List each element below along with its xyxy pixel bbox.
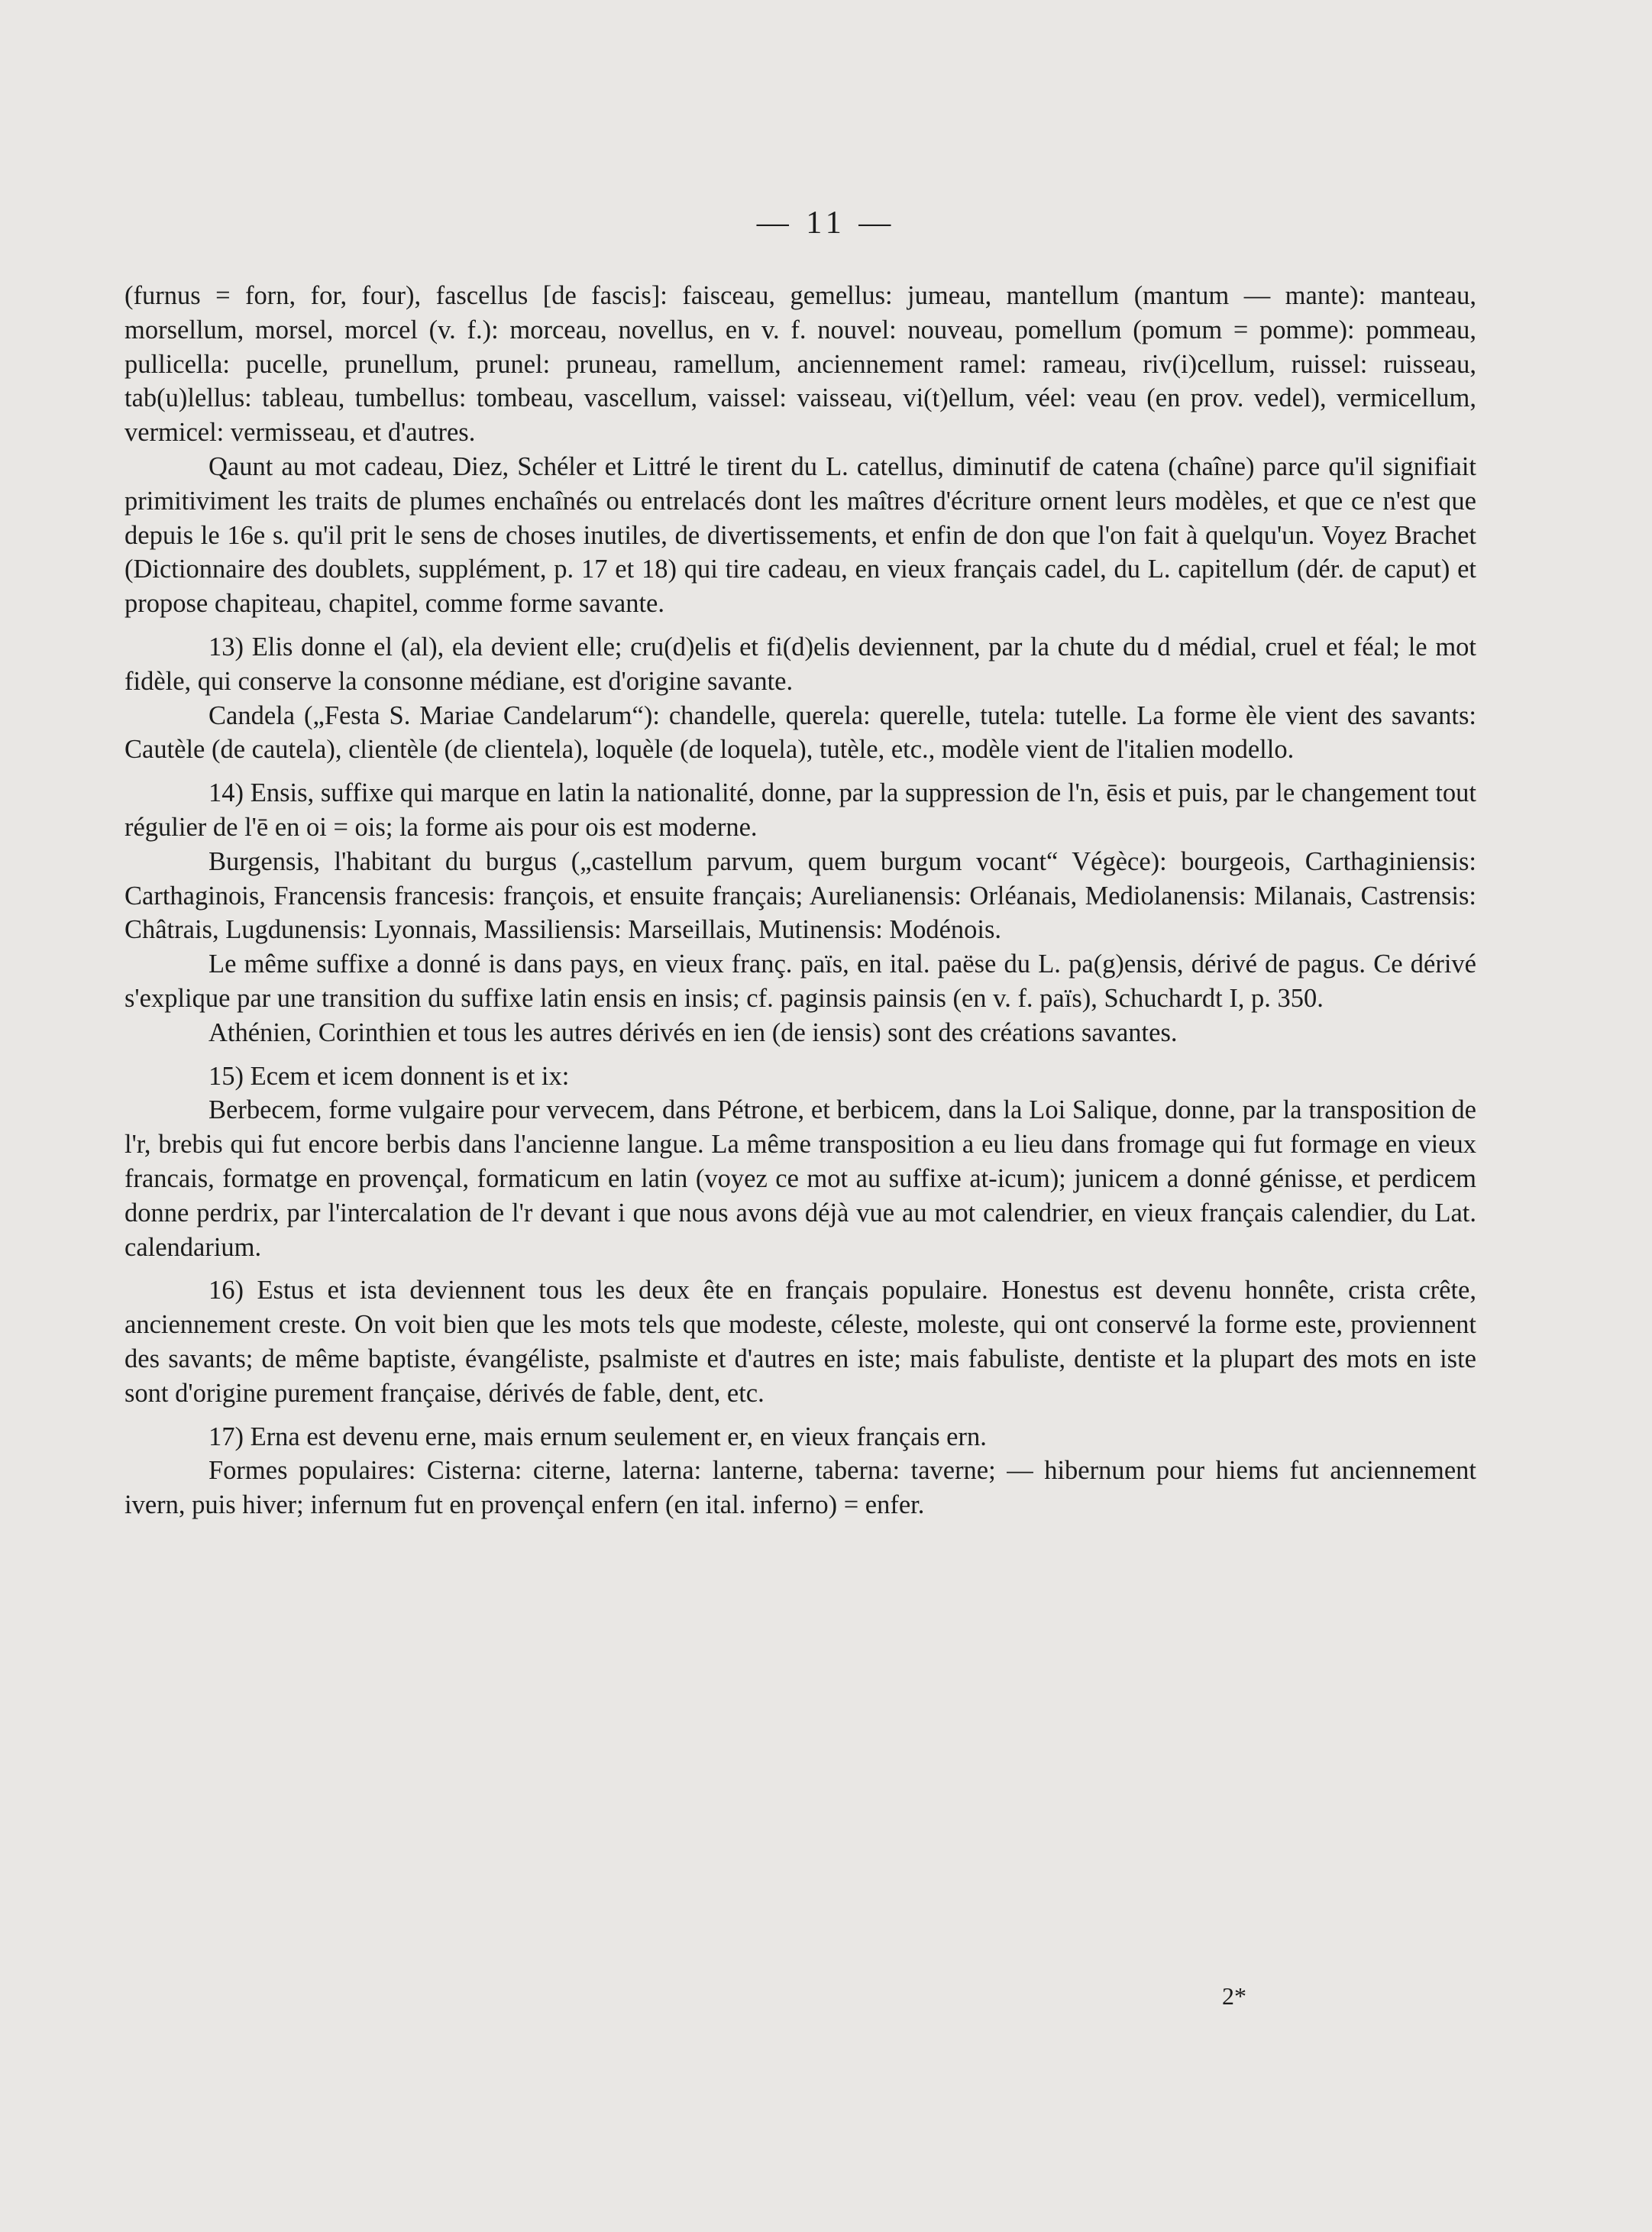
paragraph-continuation: (furnus = forn, for, four), fascellus [de fascis]: faisceau, gemellus: jumeau, mantellum (mantum — mante): manteau, morsellum, morsel, morcel (v. f.): morceau, novellus, en v. f. nouvel: nouveau, pomellum (pomum = pomme): pommeau, pullicella: pucelle, prunellum, prunel: pruneau, ramellum, anciennement ramel: rameau, riv(i)cellum, ruissel: ruisseau, tab(u)lellus: tableau, tumbellus: tombeau, vascellum, vaissel: vaisseau, vi(t)ellum, véel: veau (en prov. vedel), vermicellum, vermicel: vermisseau, et d'autres. <box>124 281 1476 448</box>
paragraph-section-16: 16) Estus et ista deviennent tous les deux ête en français populaire. Honestus est devenu honnête, crista crête, anciennement creste. On voit bien que les mots tels que modeste, céleste, moleste, qui ont conservé la forme este, proviennent des savants; de même baptiste, évangéliste, psalmiste et d'autres en iste; mais fabuliste, dentiste et la plupart des mots en iste sont d'origine purement française, dérivés de fable, dent, etc. <box>124 1276 1476 1408</box>
signature-mark: 2* <box>1222 1982 1246 2010</box>
paragraph-section-15: 15) Ecem et icem donnent is et ix: <box>209 1061 570 1091</box>
paragraph-section-14: 14) Ensis, suffixe qui marque en latin la nationalité, donne, par la suppression de l'n, ēsis et puis, par le changement tout régulier de l'ē en oi = ois; la forme ais pour ois est moderne. <box>124 778 1476 842</box>
paragraph-cadeau: Qaunt au mot cadeau, Diez, Schéler et Littré le tirent du L. catellus, diminutif de catena (chaîne) parce qu'il signifiait primitiviment les traits de plumes enchaînés ou entrelacés dont les maîtres d'écriture ornent leurs modèles, et que ce n'est que depuis le 16e s. qu'il prit le sens de choses inutiles, de divertissements, et enfin de don que l'on fait à quelqu'un. Voyez Brachet (Dictionnaire des doublets, supplément, p. 17 et 18) qui tire cadeau, en vieux français cadel, du L. capitellum (dér. de caput) et propose chapiteau, chapitel, comme forme savante. <box>124 451 1476 619</box>
body-text <box>124 279 1476 1522</box>
page-number: — 11 — <box>756 205 896 241</box>
paragraph-section-17: 17) Erna est devenu erne, mais ernum seulement er, en vieux français ern. <box>209 1422 987 1451</box>
paragraph-section-13: 13) Elis donne el (al), ela devient elle; cru(d)elis et fi(d)elis deviennent, par la chute du d médial, cruel et féal; le mot fidèle, qui conserve la consonne médiane, est d'origine savante. <box>124 632 1476 696</box>
paragraph-formes-populaires: Formes populaires: Cisterna: citerne, laterna: lanterne, taberna: taverne; — hibernum pour hiems fut anciennement ivern, puis hiver; infernum fut en provençal enfern (en ital. inferno) = enfer. <box>124 1456 1476 1520</box>
paragraph-candela: Candela („Festa S. Mariae Candelarum“): chandelle, querela: querelle, tutela: tutelle. La forme èle vient des savants: Cautèle (de cautela), clientèle (de clientela), loquèle (de loquela), tutèle, etc., modèle vient de l'italien modello. <box>124 700 1476 765</box>
paragraph-athenien: Athénien, Corinthien et tous les autres dérivés en ien (de iensis) sont des créations savantes. <box>209 1017 1178 1047</box>
paragraph-meme-suffixe: Le même suffixe a donné is dans pays, en vieux franç. païs, en ital. paëse du L. pa(g)ensis, dérivé de pagus. Ce dérivé s'explique par une transition du suffixe latin ensis en insis; cf. paginsis painsis (en v. f. païs), Schuchardt I, p. 350. <box>124 949 1476 1013</box>
paragraph-burgensis: Burgensis, l'habitant du burgus („castellum parvum, quem burgum vocant“ Végèce): bourgeois, Carthaginiensis: Carthaginois, Francensis francesis: françois, et ensuite français; Aurelianensis: Orléanais, Mediolanensis: Milanais, Castrensis: Châtrais, Lugdunensis: Lyonnais, Massiliensis: Marseillais, Mutinensis: Modénois. <box>124 846 1476 945</box>
paragraph-berbecem: Berbecem, forme vulgaire pour vervecem, dans Pétrone, et berbicem, dans la Loi Salique, donne, par la transposition de l'r, brebis qui fut encore berbis dans l'ancienne langue. La même transposition a eu lieu dans fromage qui fut formage en vieux francais, formatge en provençal, formaticum en latin (voyez ce mot au suffixe at-icum); junicem a donné génisse, et perdicem donne perdrix, par l'intercalation de l'r devant i que nous avons déjà vue au mot calendrier, en vieux français calendier, du Lat. calendarium. <box>124 1095 1476 1262</box>
